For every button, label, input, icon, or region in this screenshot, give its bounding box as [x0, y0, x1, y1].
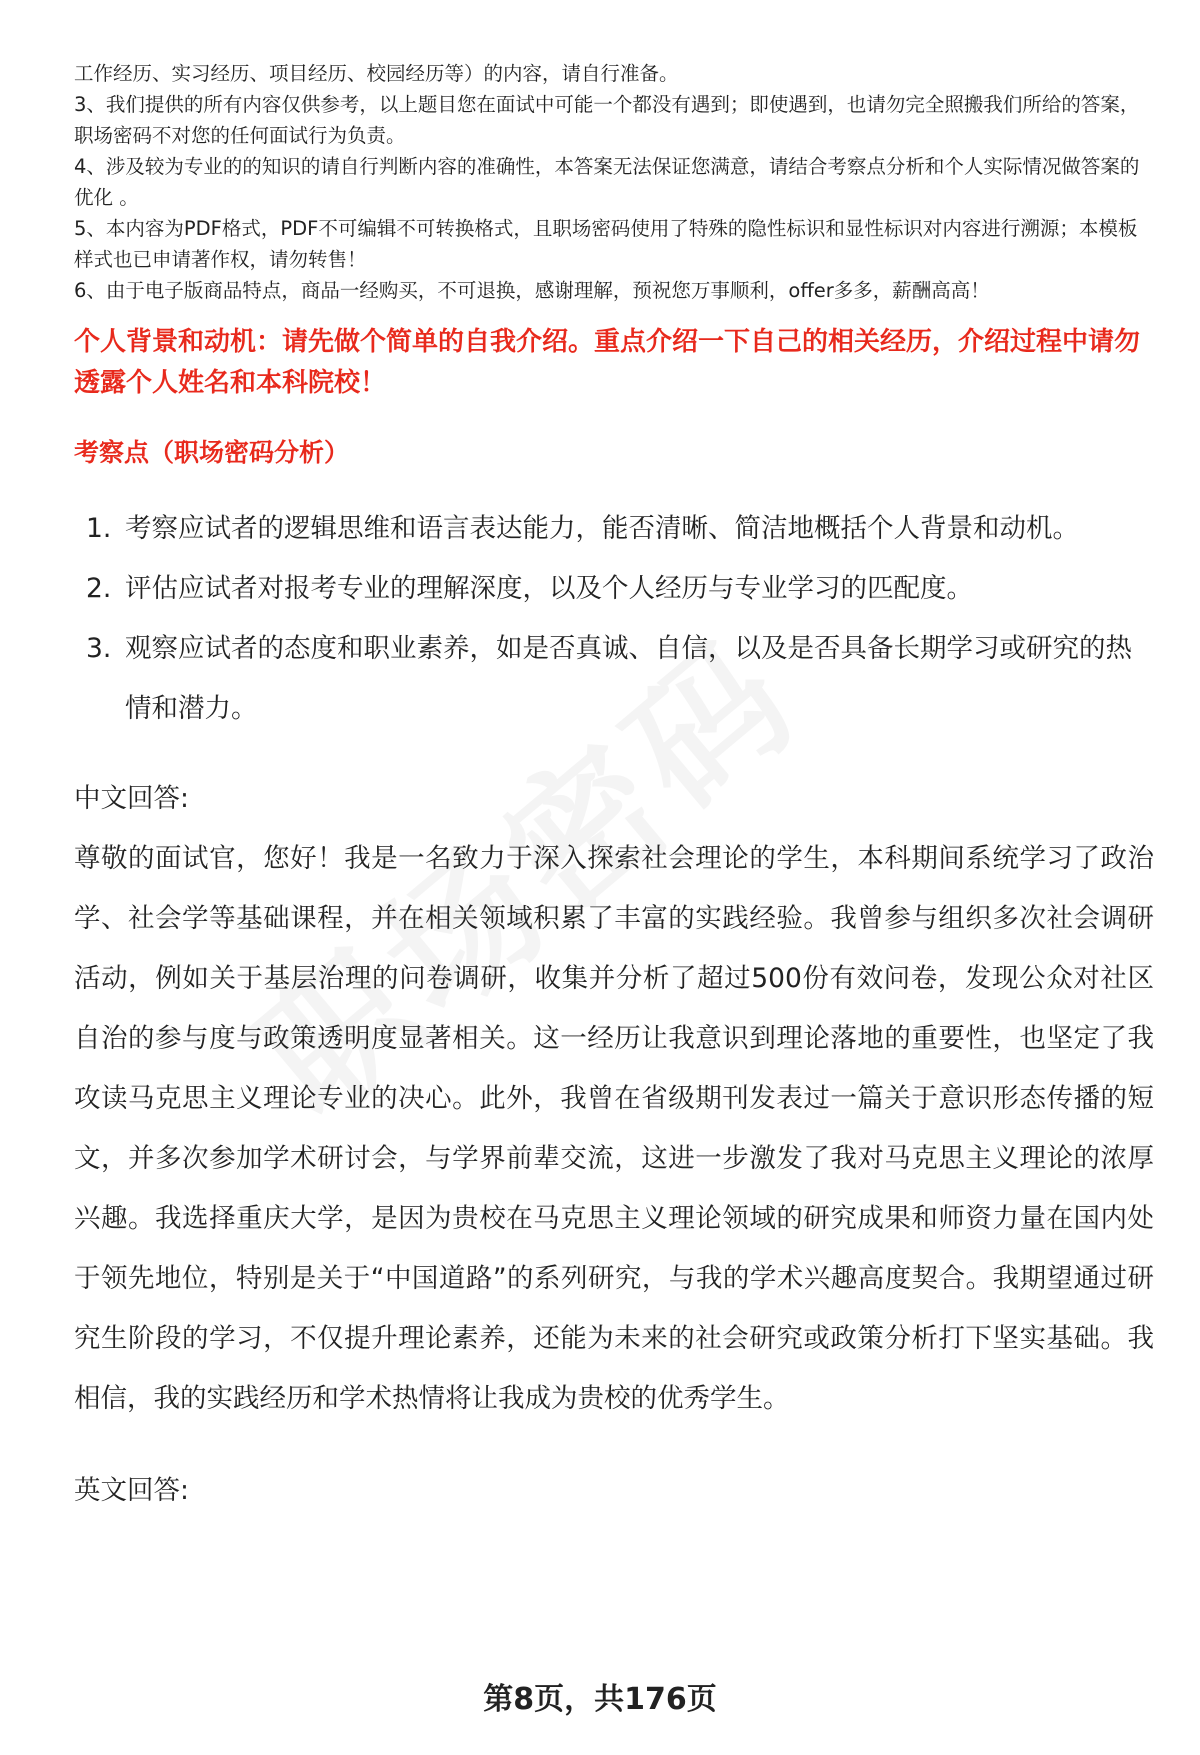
list-text: 观察应试者的态度和职业素养，如是否真诚、自信，以及是否具备长期学习或研究的热情和潜力。 — [125, 633, 1132, 724]
question-heading: 个人背景和动机：请先做个简单的自我介绍。重点介绍一下自己的相关经历，介绍过程中请勿透露个人姓名和本科院校！ — [74, 327, 1141, 398]
list-text: 评估应试者对报考专业的理解深度，以及个人经历与专业学习的匹配度。 — [125, 573, 973, 604]
list-item — [86, 499, 1154, 559]
notice-list — [74, 58, 1154, 306]
list-number: 3. — [86, 633, 112, 664]
notice-item: 工作经历、实习经历、项目经历、校园经历等）的内容，请自行准备。 — [74, 62, 679, 85]
english-answer-label: 英文回答: — [74, 1475, 189, 1506]
notice-item: 6、由于电子版商品特点，商品一经购买，不可退换，感谢理解，预祝您万事顺利，offer多多，薪酬高高！ — [74, 279, 990, 302]
list-item — [86, 559, 1154, 619]
analysis-heading: 考察点（职场密码分析） — [74, 438, 350, 467]
page-number: 第8页，共176页 — [483, 1682, 717, 1717]
notice-item: 3、我们提供的所有内容仅供参考，以上题目您在面试中可能一个都没有遇到；即使遇到，也请勿完全照搬我们所给的答案，职场密码不对您的任何面试行为负责。 — [74, 93, 1140, 147]
notice-item: 4、涉及较为专业的的知识的请自行判断内容的准确性，本答案无法保证您满意，请结合考察点分析和个人实际情况做答案的优化 。 — [74, 155, 1140, 209]
list-item — [86, 619, 1154, 739]
list-text: 考察应试者的逻辑思维和语言表达能力，能否清晰、简洁地概括个人背景和动机。 — [125, 513, 1079, 544]
list-number: 1. — [86, 513, 112, 544]
page-content — [74, 58, 1154, 1521]
list-number: 2. — [86, 573, 112, 604]
chinese-answer: 尊敬的面试官，您好！我是一名致力于深入探索社会理论的学生，本科期间系统学习了政治学、社会学等基础课程，并在相关领域积累了丰富的实践经验。我曾参与组织多次社会调研活动，例如关于基层治理的问卷调研，收集并分析了超过500份有效问卷，发现公众对社区自治的参与度与政策透明度显著相关。这一经历让我意识到理论落地的重要性，也坚定了我攻读马克思主义理论专业的决心。此外，我曾在省级期刊发表过一篇关于意识形态传播的短文，并多次参加学术研讨会，与学界前辈交流，这进一步激发了我对马克思主义理论的浓厚兴趣。我选择重庆大学，是因为贵校在马克思主义理论领域的研究成果和师资力量在国内处于领先地位，特别是关于“中国道路”的系列研究，与我的学术兴趣高度契合。我期望通过研究生阶段的学习，不仅提升理论素养，还能为未来的社会研究或政策分析打下坚实基础。我相信，我的实践经历和学术热情将让我成为贵校的优秀学生。 — [74, 843, 1154, 1414]
analysis-points — [86, 499, 1154, 739]
chinese-answer-label: 中文回答: — [74, 783, 189, 814]
notice-item: 5、本内容为PDF格式，PDF不可编辑不可转换格式，且职场密码使用了特殊的隐性标识和显性标识对内容进行溯源；本模板样式也已申请著作权，请勿转售！ — [74, 217, 1138, 271]
